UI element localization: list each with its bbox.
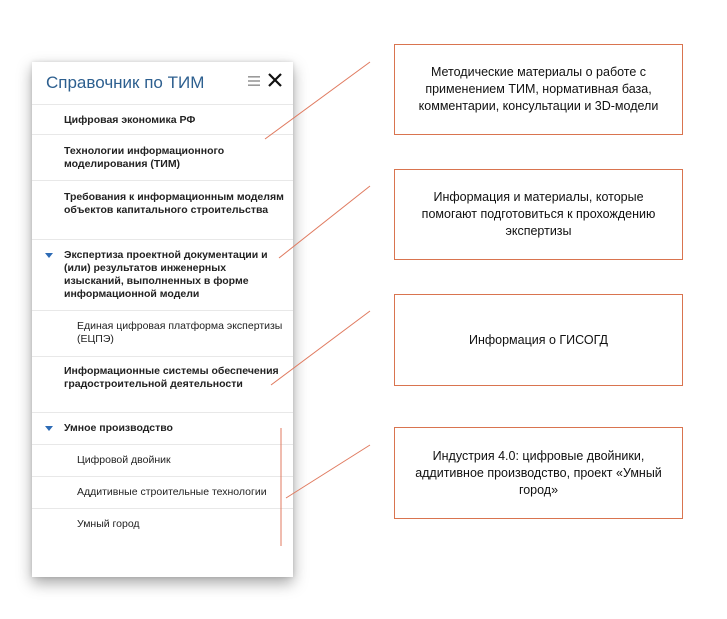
callout-expertise bbox=[394, 169, 683, 260]
callout-text: Информация о ГИСОГД bbox=[468, 332, 609, 347]
nav-item-label: Цифровой двойник bbox=[77, 454, 171, 466]
connector-line bbox=[271, 311, 370, 385]
nav-item-label: Цифровая экономика РФ bbox=[64, 114, 196, 126]
nav-item-label: Умный город bbox=[77, 518, 140, 530]
callout-industry bbox=[394, 427, 683, 519]
nav-item-label: Аддитивные строительные технологии bbox=[77, 486, 267, 498]
panel-title: Справочник по ТИМ bbox=[46, 73, 205, 92]
connector-line bbox=[265, 62, 370, 139]
callout-tim bbox=[394, 44, 683, 135]
nav-item-label: Технологии информационного моделирования (ТИМ) bbox=[64, 145, 225, 170]
nav-item-label: Требования к информационным моделям объектов капитального строительства bbox=[64, 191, 284, 216]
nav-item-label: Экспертиза проектной документации и (или) результатов инженерных изысканий, выполненных в форме информационной модели bbox=[64, 249, 268, 300]
nav-item-label: Информационные системы обеспечения градостроительной деятельности bbox=[64, 365, 279, 390]
callout-text: Индустрия 4.0: цифровые двойники, аддитивное производство, проект «Умный город» bbox=[415, 448, 662, 497]
nav-item-label: Умное производство bbox=[64, 422, 173, 434]
connector-line bbox=[279, 186, 370, 258]
callout-text: Методические материалы о работе с применением ТИМ, нормативная база, комментарии, консультации и 3D-модели bbox=[418, 65, 659, 113]
nav-item-label: Единая цифровая платформа экспертизы (ЕЦПЭ) bbox=[77, 320, 283, 345]
connector-line bbox=[286, 445, 370, 498]
callout-isogd bbox=[394, 294, 683, 386]
callout-text: Информация и материалы, которые помогают подготовиться к прохождению экспертизы bbox=[421, 190, 656, 238]
